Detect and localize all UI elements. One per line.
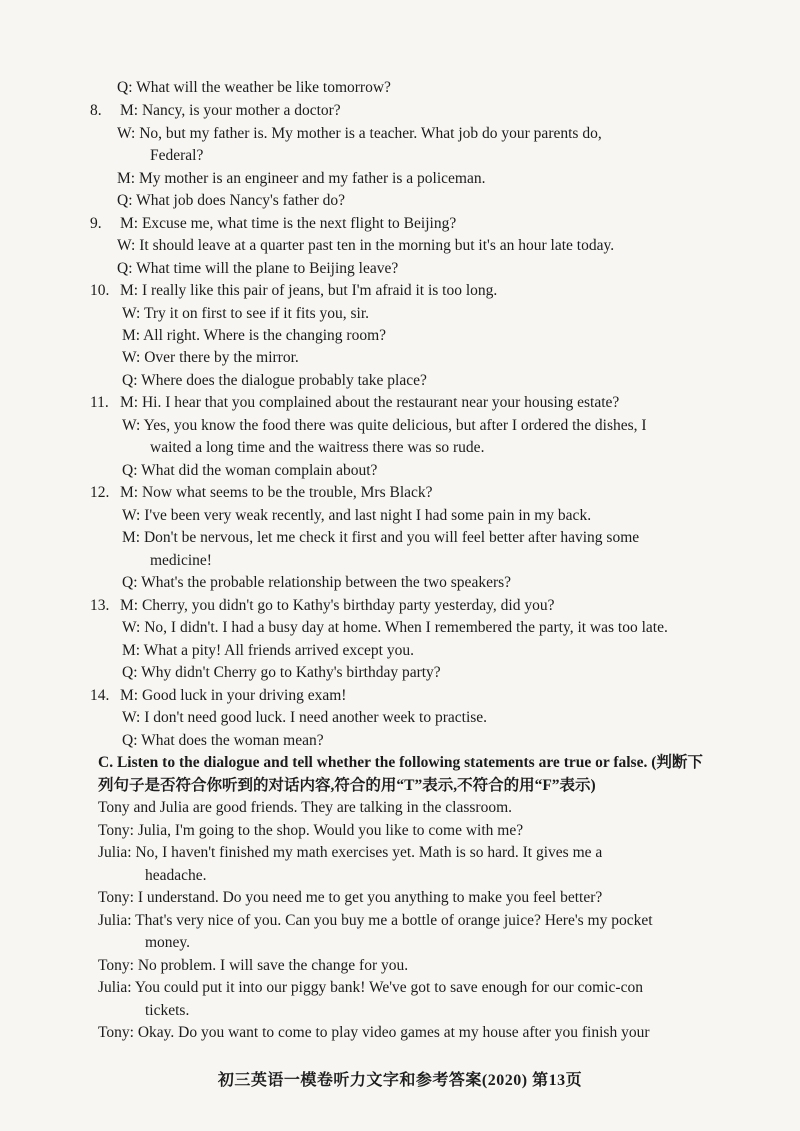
text-line [122, 731, 324, 751]
text-line [98, 753, 703, 773]
text-line [122, 461, 377, 481]
line-text: M: What a pity! All friends arrived except you. [122, 642, 414, 659]
line-text: W: No, I didn't. I had a busy day at home. When I remembered the party, it was too late. [122, 619, 668, 636]
text-line [117, 191, 345, 211]
line-text: M: Hi. I hear that you complained about the restaurant near your housing estate? [120, 394, 620, 411]
text-line [145, 933, 190, 953]
line-text: M: Don't be nervous, let me check it first and you will feel better after having some [122, 529, 640, 546]
line-text: M: Excuse me, what time is the next flight to Beijing? [120, 215, 457, 232]
line-text: M: Good luck in your driving exam! [120, 687, 347, 704]
line-text: Tony: Julia, I'm going to the shop. Would you like to come with me? [98, 822, 524, 839]
item-number: 9. [90, 215, 102, 232]
text-line [98, 776, 596, 796]
line-text: W: I don't need good luck. I need another week to practise. [122, 709, 488, 726]
text-line [122, 618, 668, 638]
line-text: W: Try it on first to see if it fits you, sir. [122, 305, 370, 322]
dialogue-item-line [90, 483, 433, 503]
line-text: headache. [145, 867, 207, 884]
page-footer: 初三英语一模卷听力文字和参考答案(2020) 第13页 [217, 1072, 583, 1089]
text-line [117, 236, 614, 256]
text-line [117, 124, 602, 144]
line-text: W: It should leave at a quarter past ten in the morning but it's an hour late today. [117, 237, 615, 254]
line-text: Tony and Julia are good friends. They are talking in the classroom. [98, 799, 513, 816]
text-line [122, 326, 386, 346]
dialogue-item-line [90, 281, 497, 301]
text-line [122, 573, 511, 593]
item-number: 10. [90, 282, 110, 299]
text-line [98, 956, 408, 976]
text-line [122, 348, 299, 368]
dialogue-item-line [90, 596, 554, 616]
text-line [98, 978, 643, 998]
text-line [117, 78, 391, 98]
line-text: waited a long time and the waitress there was so rude. [150, 439, 485, 456]
line-text: W: I've been very weak recently, and last night I had some pain in my back. [122, 507, 592, 524]
line-text: medicine! [150, 552, 212, 569]
dialogue-item-line [90, 686, 346, 706]
line-text: M: Now what seems to be the trouble, Mrs Black? [120, 484, 433, 501]
line-text: 列句子是否符合你听到的对话内容,符合的用“T”表示,不符合的用“F”表示) [98, 777, 596, 794]
line-text: M: Cherry, you didn't go to Kathy's birthday party yesterday, did you? [120, 597, 555, 614]
text-line [117, 169, 485, 189]
item-number: 14. [90, 687, 110, 704]
text-line [98, 798, 512, 818]
text-line [122, 371, 427, 391]
item-number: 11. [90, 394, 109, 411]
text-line [98, 843, 602, 863]
line-text: money. [145, 934, 191, 951]
line-text: Tony: Okay. Do you want to come to play video games at my house after you finish your [98, 1024, 650, 1041]
line-text: Tony: No problem. I will save the change for you. [98, 957, 409, 974]
line-text: Tony: I understand. Do you need me to get you anything to make you feel better? [98, 889, 603, 906]
text-line [117, 259, 398, 279]
line-text: Julia: That's very nice of you. Can you buy me a bottle of orange juice? Here's my pocket [98, 912, 653, 929]
line-text: W: No, but my father is. My mother is a teacher. What job do your parents do, [117, 125, 602, 142]
text-line [150, 146, 203, 166]
line-text: Julia: You could put it into our piggy bank! We've got to save enough for our comic-con [98, 979, 643, 996]
line-text: M: Nancy, is your mother a doctor? [120, 102, 341, 119]
item-number: 13. [90, 597, 110, 614]
item-number: 8. [90, 102, 102, 119]
line-text: Q: Why didn't Cherry go to Kathy's birthday party? [122, 664, 441, 681]
dialogue-item-line [90, 393, 619, 413]
line-text: M: All right. Where is the changing room? [122, 327, 387, 344]
text-line [145, 866, 207, 886]
line-text: Federal? [150, 147, 204, 164]
line-text: Julia: No, I haven't finished my math exercises yet. Math is so hard. It gives me a [98, 844, 603, 861]
dialogue-item-line [90, 101, 341, 121]
dialogue-item-line [90, 214, 456, 234]
text-line [98, 888, 602, 908]
text-line [122, 506, 591, 526]
line-text: C. Listen to the dialogue and tell whether the following statements are true or false. (判断下 [98, 754, 703, 771]
text-line [98, 1023, 650, 1043]
text-line [145, 1001, 189, 1021]
line-text: W: Over there by the mirror. [122, 349, 299, 366]
line-text: Q: What will the weather be like tomorrow? [117, 79, 391, 96]
text-line [122, 304, 369, 324]
line-text: Q: What job does Nancy's father do? [117, 192, 346, 209]
text-line [122, 416, 647, 436]
line-text: Q: What does the woman mean? [122, 732, 324, 749]
text-line [98, 911, 653, 931]
line-text: M: I really like this pair of jeans, but I'm afraid it is too long. [120, 282, 498, 299]
line-text: Q: Where does the dialogue probably take place? [122, 372, 427, 389]
text-line [122, 641, 414, 661]
text-line [122, 708, 487, 728]
line-text: M: My mother is an engineer and my father is a policeman. [117, 170, 486, 187]
text-line [122, 663, 441, 683]
text-line [98, 821, 523, 841]
item-number: 12. [90, 484, 110, 501]
line-text: Q: What time will the plane to Beijing leave? [117, 260, 399, 277]
text-line [122, 528, 639, 548]
line-text: W: Yes, you know the food there was quite delicious, but after I ordered the dishes, I [122, 417, 647, 434]
text-line [150, 551, 212, 571]
line-text: tickets. [145, 1002, 190, 1019]
line-text: Q: What did the woman complain about? [122, 462, 378, 479]
line-text: Q: What's the probable relationship between the two speakers? [122, 574, 512, 591]
text-line [150, 438, 484, 458]
